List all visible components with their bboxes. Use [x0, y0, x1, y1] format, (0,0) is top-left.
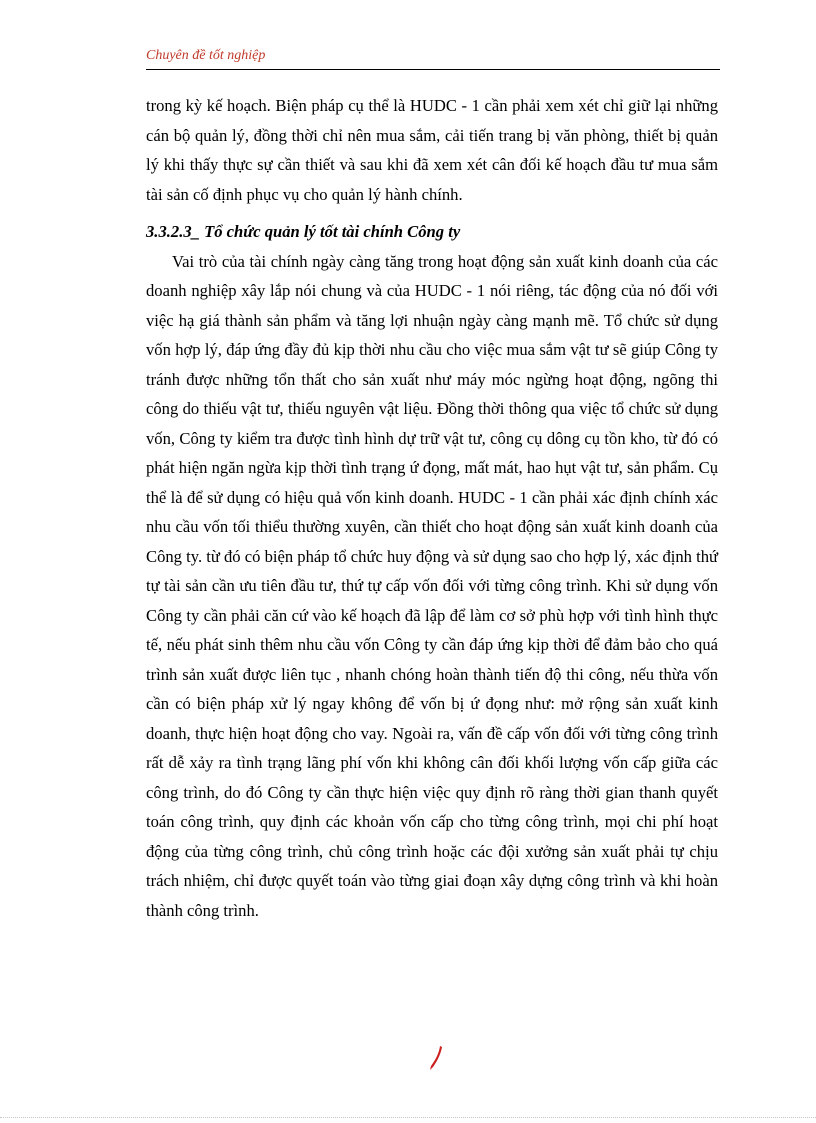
- document-body: [146, 91, 718, 925]
- intro-paragraph: trong kỳ kế hoạch. Biện pháp cụ thể là HUDC - 1 cần phải xem xét chỉ giữ lại những cán bộ quản lý, đồng thời chỉ nên mua sắm, cải tiến trang bị văn phòng, thiết bị quản lý khi thấy thực sự cần thiết và sau khi đã xem xét cân đối kế hoạch đầu tư mua sắm tài sản cố định phục vụ cho quản lý hành chính.: [146, 96, 718, 204]
- footer-divider: [0, 1117, 816, 1118]
- page-mark-icon: [426, 1044, 446, 1072]
- page-header-title: Chuyên đề tốt nghiệp: [146, 48, 266, 63]
- main-paragraph: Vai trò của tài chính ngày càng tăng trong hoạt động sản xuất kinh doanh của các doanh nghiệp xây lắp nói chung và của HUDC - 1 nói riêng, tác động của nó đối với việc hạ giá thành sản phẩm và tăng lợi nhuận ngày càng mạnh mẽ. Tổ chức sử dụng vốn hợp lý, đáp ứng đầy đủ kịp thời nhu cầu cho việc mua sắm vật tư sẽ giúp Công ty tránh được những tổn thất cho sản xuất như máy móc ngừng hoạt động, ngõng thi công do thiếu vật tư, thiếu nguyên vật liệu. Đồng thời thông qua việc tổ chức sử dụng vốn, Công ty kiểm tra được tình hình dự trữ vật tư, công cụ dông cụ tồn kho, từ đó có phát hiện ngăn ngừa kịp thời tình trạng ứ đọng, mất mát, hao hụt vật tư, sản phẩm. Cụ thể là để sử dụng có hiệu quả vốn kinh doanh. HUDC - 1 cần phải xác định chính xác nhu cầu vốn tối thiểu thường xuyên, cần thiết cho hoạt động sản xuất kinh doanh của Công ty. từ đó có biện pháp tổ chức huy động và sử dụng sao cho hợp lý, xác định thứ tự tài sản cần ưu tiên đầu tư, thứ tự cấp vốn đối với từng công trình. Khi sử dụng vốn Công ty cần phải căn cứ vào kế hoạch đã lập để làm cơ sở phù hợp với tình hình thực tế, nếu phát sinh thêm nhu cầu vốn Công ty cần đáp ứng kịp thời để đảm bảo cho quá trình sản xuất được liên tục , nhanh chóng hoàn thành tiến độ thi công, nếu thừa vốn cần có biện pháp xử lý ngay không để vốn bị ứ đọng như: mở rộng sản xuất kinh doanh, thực hiện hoạt động cho vay. Ngoài ra, vấn đề cấp vốn đối với từng công trình rất dễ xảy ra tình trạng lãng phí vốn khi không cân đối khối lượng vốn cấp giữa các công trình, do đó Công ty cần thực hiện việc quy định rõ ràng thời gian thanh quyết toán công trình, quy định các khoản vốn cấp cho từng công trình, mọi chi phí hoạt động của từng công trình, chủ công trình hoặc các đội xưởng sản xuất phải tự chịu trách nhiệm, chỉ được quyết toán vào từng giai đoạn xây dựng công trình và khi hoàn thành công trình.: [146, 251, 718, 920]
- section-heading: 3.3.2.3_ Tổ chức quản lý tốt tài chính Công ty: [146, 222, 461, 241]
- header-divider: [146, 69, 720, 70]
